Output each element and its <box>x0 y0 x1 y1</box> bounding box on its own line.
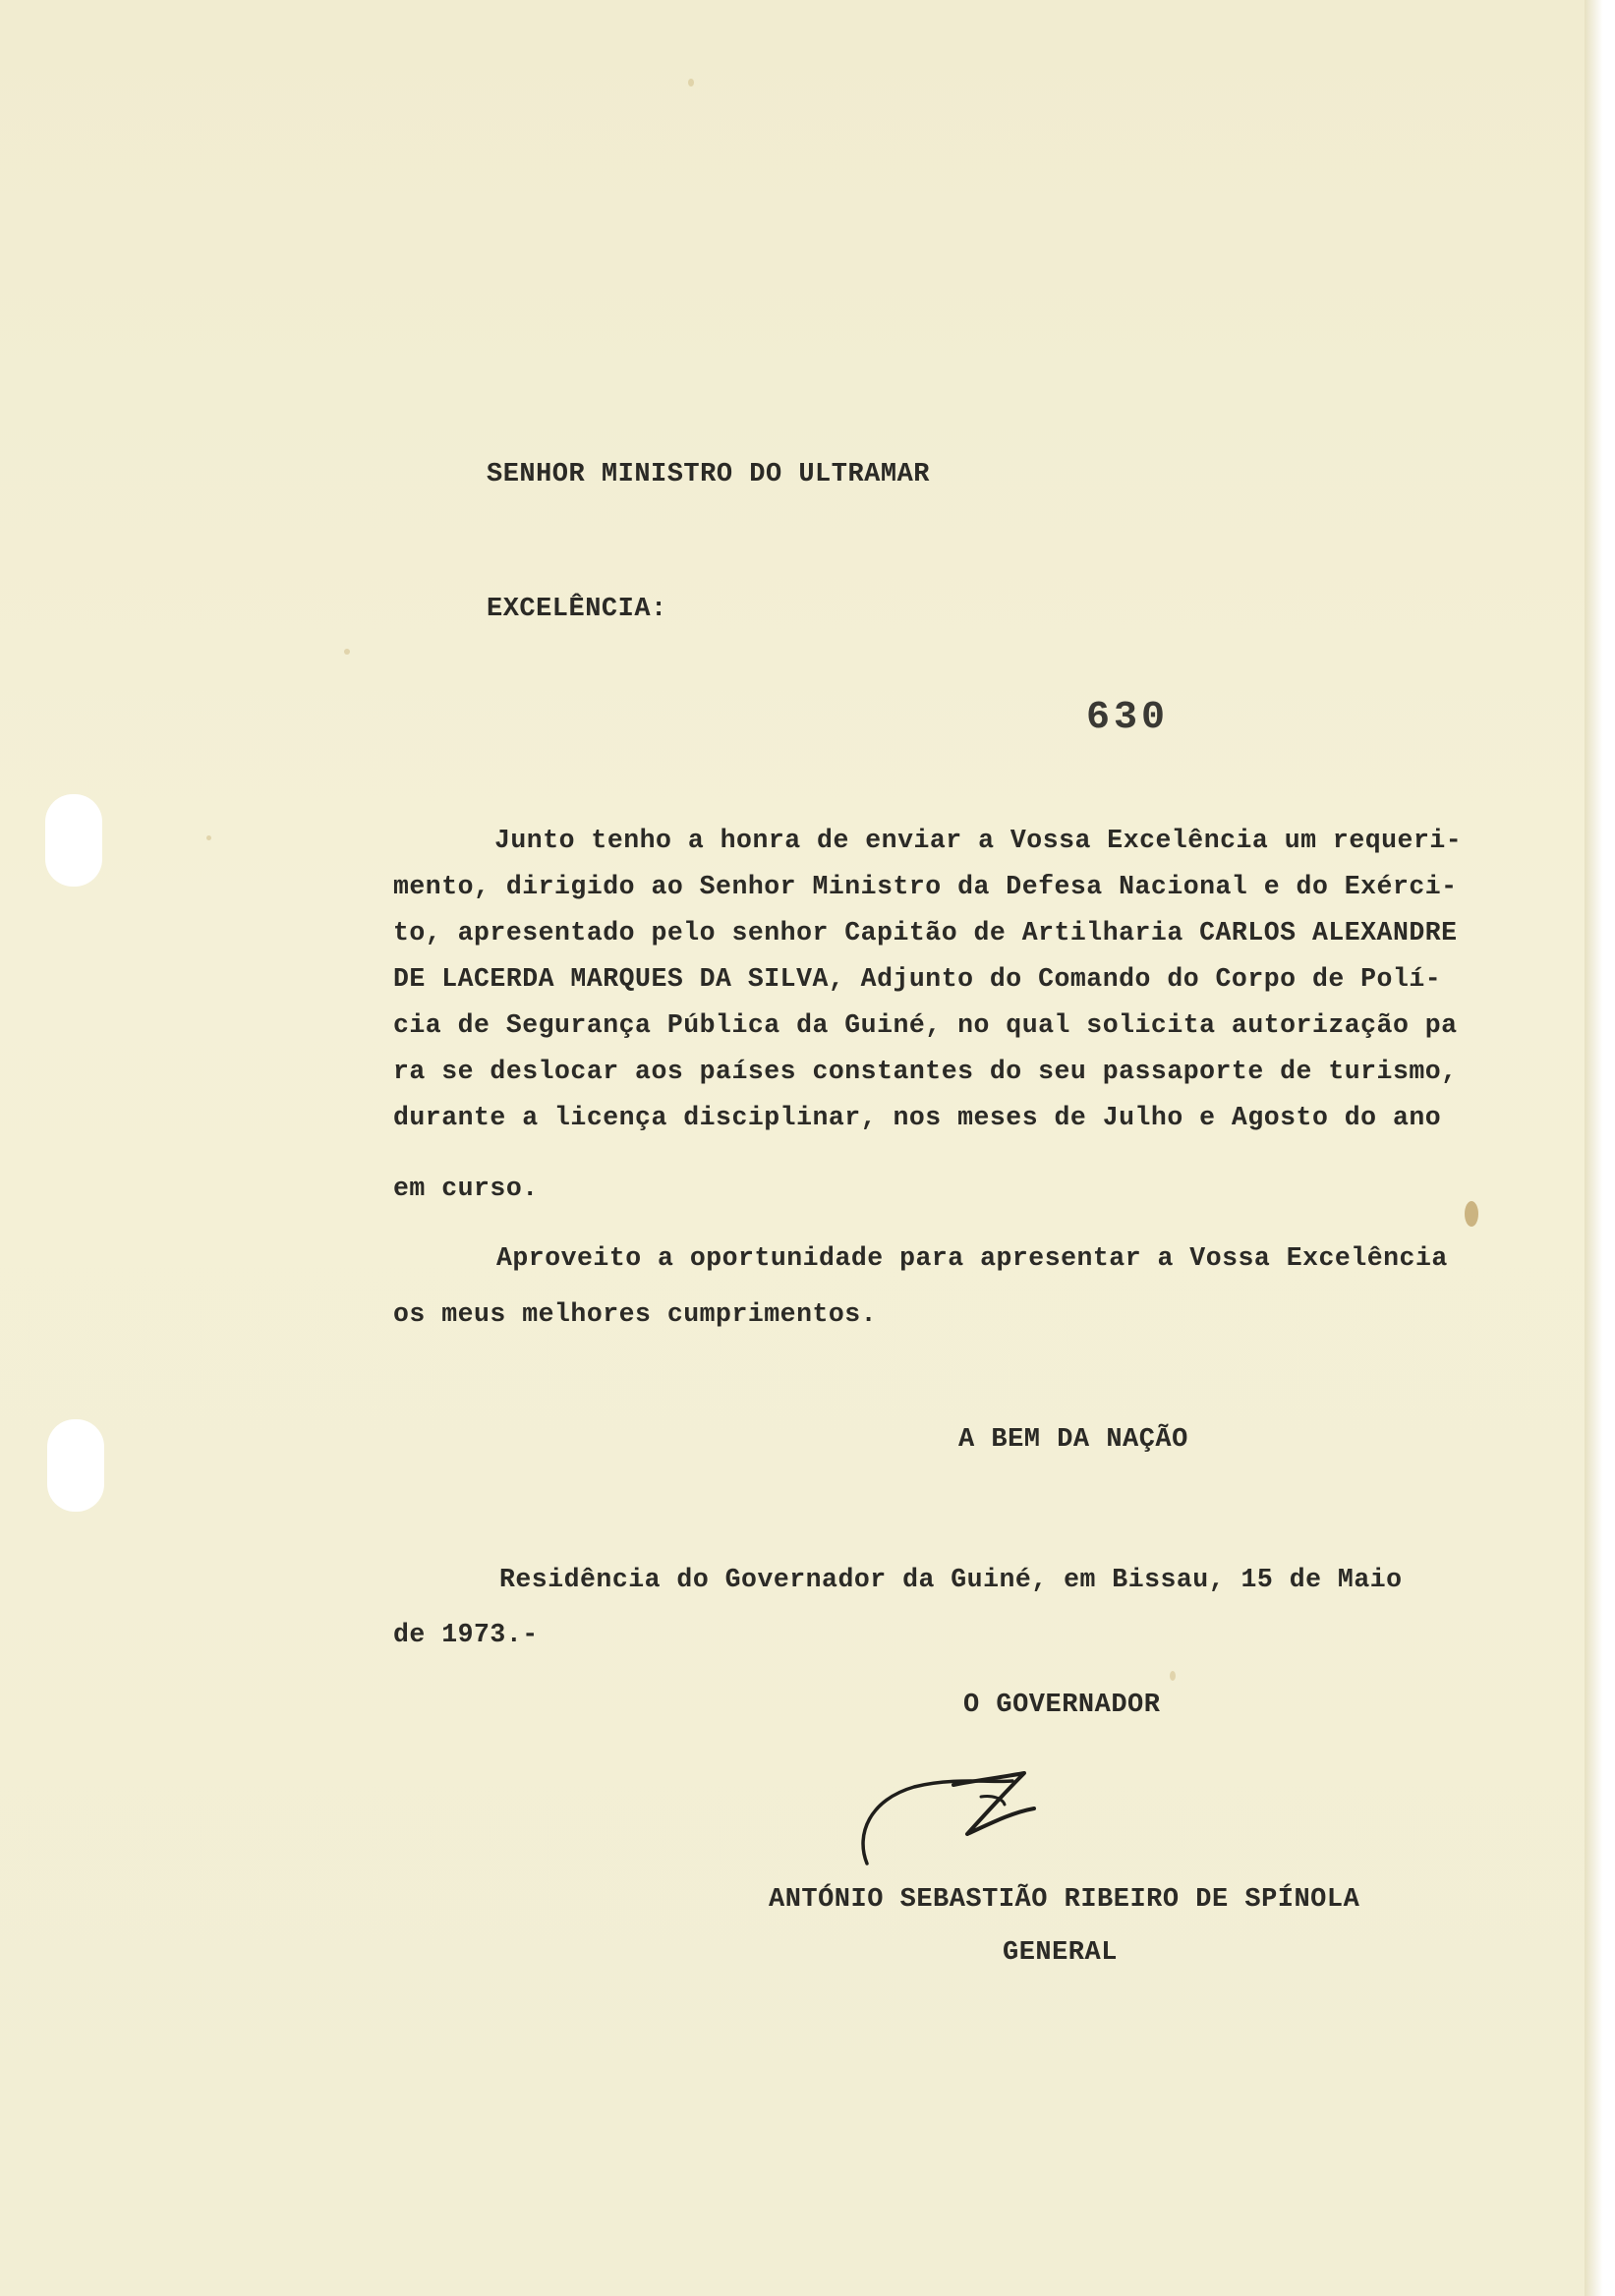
place-date-line: Residência do Governador da Guiné, em Bissau, 15 de Maio <box>499 1565 1403 1594</box>
closing-paragraph-line: os meus melhores cumprimentos. <box>393 1299 878 1329</box>
body-line: durante a licença disciplinar, nos meses de Julho e Agosto do ano <box>393 1103 1442 1132</box>
body-line: DE LACERDA MARQUES DA SILVA, Adjunto do Comando do Corpo de Polí- <box>393 964 1442 994</box>
closing-formula: A BEM DA NAÇÃO <box>958 1425 1188 1455</box>
paper-stain <box>1465 1201 1478 1227</box>
closing-paragraph-line: Aproveito a oportunidade para apresentar a Vossa Excelência <box>496 1243 1448 1273</box>
place-date-line: de 1973.- <box>393 1620 539 1649</box>
signatory-name: ANTÓNIO SEBASTIÃO RIBEIRO DE SPÍNOLA <box>769 1885 1360 1915</box>
addressee: SENHOR MINISTRO DO ULTRAMAR <box>487 460 930 489</box>
paper-stain <box>344 649 350 655</box>
signatory-office: O GOVERNADOR <box>963 1691 1161 1720</box>
punch-hole-bottom <box>47 1419 104 1512</box>
body-line: ra se deslocar aos países constantes do seu passaporte de turismo, <box>393 1057 1458 1086</box>
salutation: EXCELÊNCIA: <box>487 595 667 624</box>
handwritten-signature <box>855 1755 1091 1873</box>
punch-hole-top <box>45 794 102 887</box>
signatory-rank: GENERAL <box>1003 1938 1118 1968</box>
body-line: mento, dirigido ao Senhor Ministro da Defesa Nacional e do Exérci- <box>393 872 1458 901</box>
body-line: Junto tenho a honra de enviar a Vossa Excelência um requeri- <box>494 826 1463 855</box>
body-line: em curso. <box>393 1174 539 1203</box>
body-line: cia de Segurança Pública da Guiné, no qual solicita autorização pa <box>393 1010 1458 1040</box>
paper-edge <box>1585 0 1615 2296</box>
paper-stain <box>206 835 211 840</box>
body-line: to, apresentado pelo senhor Capitão de Artilharia CARLOS ALEXANDRE <box>393 918 1458 947</box>
stamp-number: 630 <box>1086 696 1170 740</box>
paper-stain <box>1170 1671 1176 1681</box>
paper-stain <box>688 79 694 86</box>
